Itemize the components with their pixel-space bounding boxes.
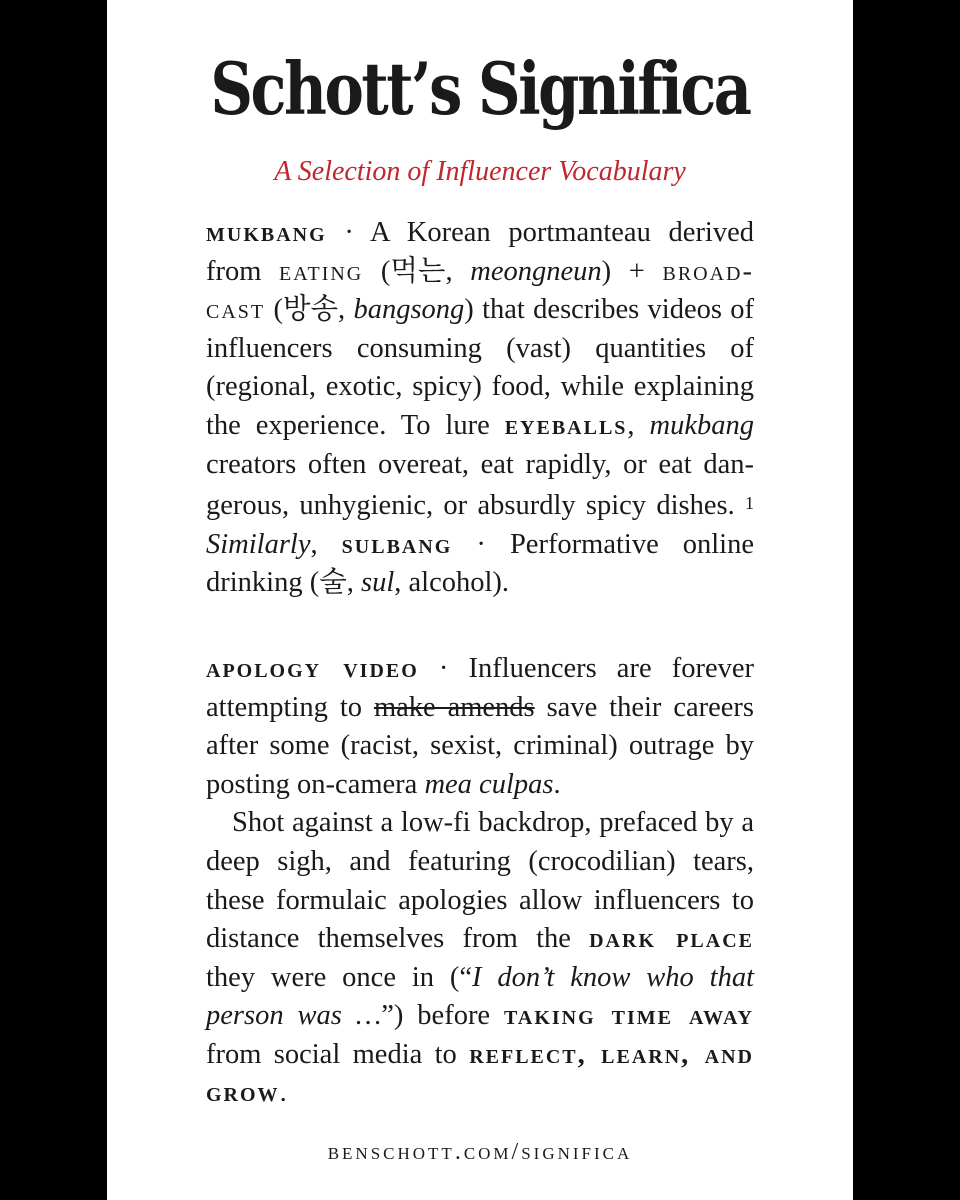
romanization: meongneun <box>470 255 602 287</box>
text: , alcohol). <box>394 567 510 599</box>
text: from social media to <box>206 1038 470 1070</box>
footnote-marker: 1 <box>745 493 755 514</box>
separator: · <box>452 528 510 560</box>
entry-mukbang <box>206 214 754 603</box>
headword-apology-video: apology video <box>206 652 419 684</box>
struck-text: make amends <box>373 691 535 723</box>
text: Influencers are forever attempting to <box>206 652 754 723</box>
text: ) + <box>601 255 663 287</box>
headword-sulbang: sulbang <box>341 528 453 560</box>
text: they were once in (“ <box>206 961 473 993</box>
similarly-label: Similarly <box>206 528 311 560</box>
term-broadcast: broad-cast <box>206 255 754 326</box>
separator: · <box>326 217 371 248</box>
headword-mukbang: mukbang <box>206 217 327 248</box>
text: ) that describes videos of influencers consuming (vast) quantities of (regional, exotic, spicy) food, while explaining the experience. To lure <box>206 294 754 441</box>
text: ”) before <box>381 1000 505 1032</box>
text: . <box>553 768 561 800</box>
text: creators often overeat, eat rapidly, or eat dan-gerous, unhygienic, or absurdly spicy dishes. <box>206 448 754 522</box>
text: (방송, <box>265 294 354 326</box>
term-taking-time-away: taking time away <box>504 1000 755 1032</box>
text: A Korean portmanteau derived from <box>206 217 754 287</box>
text: save their careers after some (racist, sexist, criminal) outrage by posting on-camera <box>206 691 754 800</box>
romanization: bangsong <box>353 294 465 326</box>
text: Shot against a low-fi backdrop, prefaced by a deep sigh, and featuring (crocodilian) tears, these formulaic apologies allow influencers to distance themselves from the <box>206 807 754 955</box>
term-eyeballs: eyeballs <box>504 409 628 441</box>
page-card <box>107 0 853 1200</box>
text: , <box>310 528 342 560</box>
text: Performative online drinking (술, <box>206 528 755 599</box>
term-mukbang-italic: mukbang <box>649 409 754 441</box>
text: (먹는, <box>363 255 471 287</box>
paragraph-gap <box>206 603 754 650</box>
entry-apology-video <box>206 650 754 804</box>
separator: · <box>418 652 469 684</box>
entries-body <box>206 214 754 1113</box>
text: , <box>627 409 650 441</box>
term-eating: eating <box>279 255 364 287</box>
page-title: Schott’s Significa <box>210 46 750 131</box>
term-reflect-learn-grow: reflect, learn, and grow <box>206 1038 754 1109</box>
quote: I don’t know who that person was … <box>206 961 754 1032</box>
term-mea-culpas: mea culpas <box>424 768 554 800</box>
romanization: sul <box>360 567 395 599</box>
footer-url: benschott.com/significa <box>327 1139 633 1165</box>
entry-apology-paragraph-2 <box>206 804 754 1113</box>
text: . <box>279 1077 287 1109</box>
page-subtitle: A Selection of Influencer Vocabulary <box>274 156 686 187</box>
term-dark-place: dark place <box>589 923 754 955</box>
